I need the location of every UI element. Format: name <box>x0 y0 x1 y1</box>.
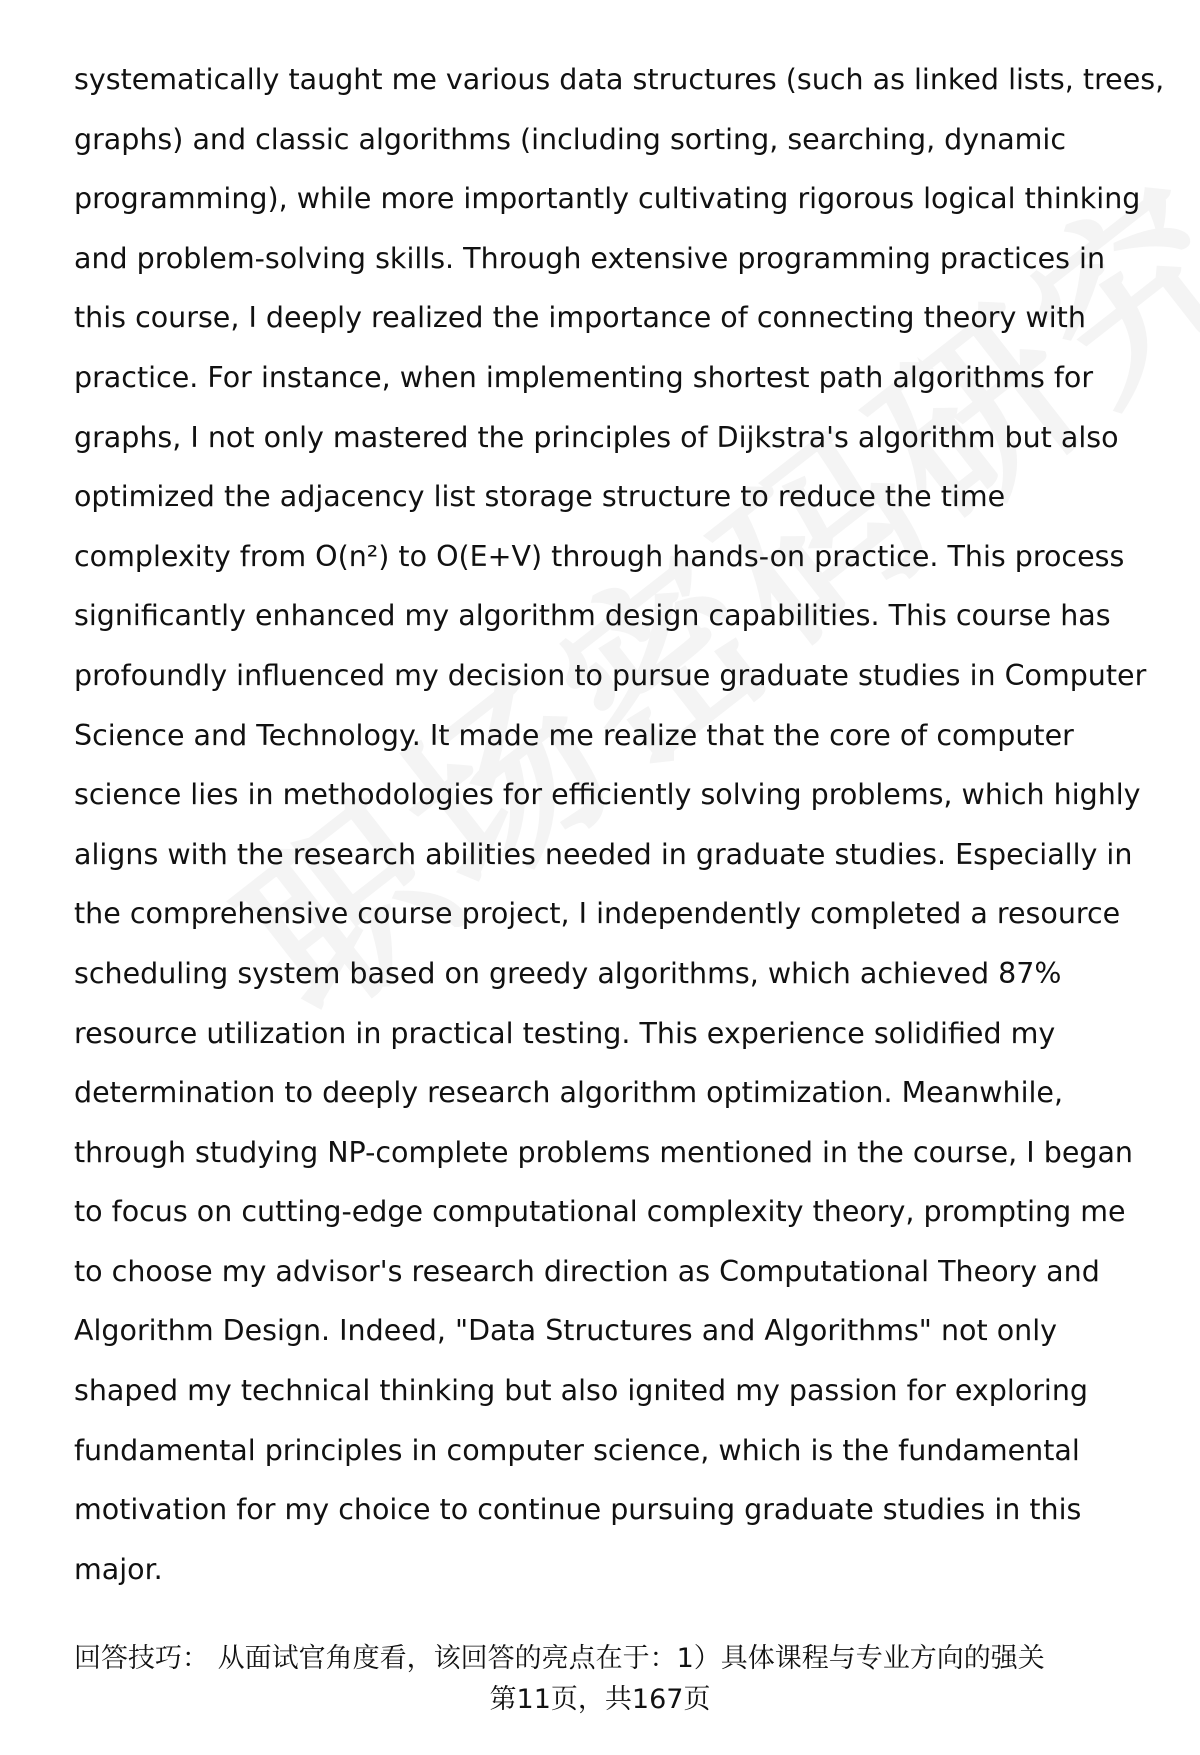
paragraph-line: significantly enhanced my algorithm design capabilities. This course has <box>74 599 1111 633</box>
paragraph-line: determination to deeply research algorithm optimization. Meanwhile, <box>74 1076 1064 1110</box>
paragraph-line: graphs) and classic algorithms (including sorting, searching, dynamic <box>74 122 1067 156</box>
paragraph-line: profoundly influenced my decision to pursue graduate studies in Computer <box>74 658 1147 692</box>
paragraph-line: programming), while more importantly cultivating rigorous logical thinking <box>74 182 1141 216</box>
paragraph-line: to choose my advisor's research direction as Computational Theory and <box>74 1254 1100 1288</box>
paragraph-line: shaped my technical thinking but also ignited my passion for exploring <box>74 1374 1088 1408</box>
paragraph-line: graphs, I not only mastered the principles of Dijkstra's algorithm but also <box>74 420 1119 454</box>
paragraph-line: systematically taught me various data structures (such as linked lists, trees, <box>74 63 1165 96</box>
paragraph-line: and problem-solving skills. Through extensive programming practices in <box>74 241 1106 275</box>
answer-tip: 回答技巧： 从面试官角度看，该回答的亮点在于：1）具体课程与专业方向的强关 <box>74 1643 1045 1674</box>
paragraph-line: fundamental principles in computer science, which is the fundamental <box>74 1433 1080 1467</box>
paragraph-line: this course, I deeply realized the importance of connecting theory with <box>74 301 1086 335</box>
paragraph-line: optimized the adjacency list storage structure to reduce the time <box>74 480 1006 514</box>
page-number-footer: 第11页，共167页 <box>489 1684 711 1715</box>
paragraph-line: motivation for my choice to continue pursuing graduate studies in this <box>74 1493 1082 1527</box>
paragraph-line: through studying NP-complete problems mentioned in the course, I began <box>74 1135 1133 1169</box>
paragraph-line: science lies in methodologies for efficiently solving problems, which highly <box>74 778 1141 812</box>
paragraph-line: aligns with the research abilities needed in graduate studies. Especially in <box>74 837 1133 871</box>
body-paragraph <box>74 50 1165 1599</box>
paragraph-line: Algorithm Design. Indeed, "Data Structures and Algorithms" not only <box>74 1314 1057 1348</box>
paragraph-line: to focus on cutting-edge computational complexity theory, prompting me <box>74 1195 1126 1229</box>
paragraph-line: the comprehensive course project, I independently completed a resource <box>74 897 1121 931</box>
paragraph-line: Science and Technology. It made me realize that the core of computer <box>74 718 1074 752</box>
paragraph-line: complexity from O(n²) to O(E+V) through hands-on practice. This process <box>74 539 1125 573</box>
paragraph-line: practice. For instance, when implementing shortest path algorithms for <box>74 360 1094 394</box>
paragraph-line: major. <box>74 1552 163 1586</box>
paragraph-line: resource utilization in practical testing. This experience solidified my <box>74 1016 1056 1050</box>
paragraph-line: scheduling system based on greedy algorithms, which achieved 87% <box>74 956 1062 990</box>
